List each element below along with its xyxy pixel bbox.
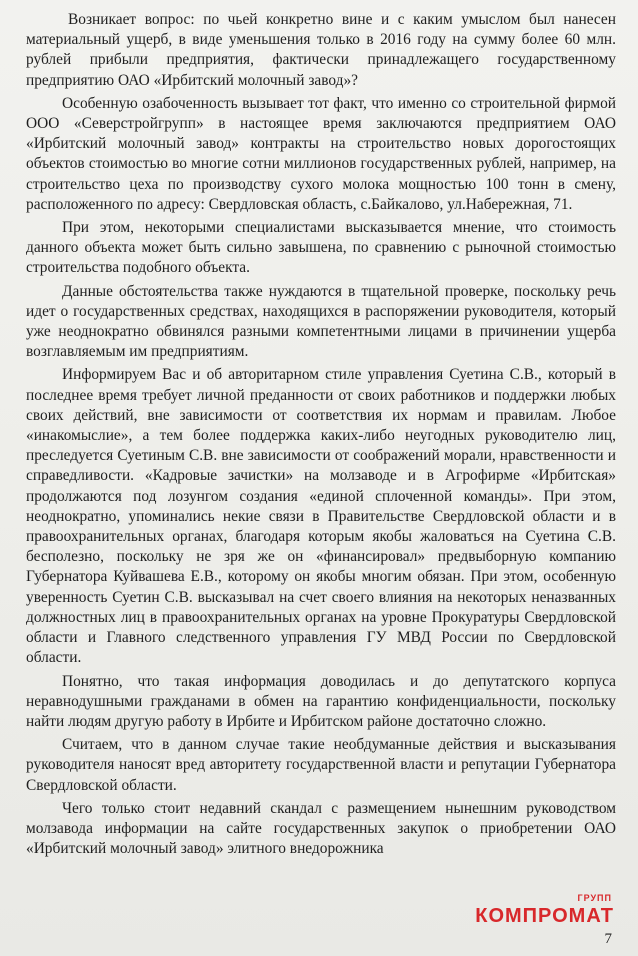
paragraph: При этом, некоторыми специалистами высказывается мнение, что стоимость данного объекта может быть сильно завышена, по сравнению с рыночной стоимостью строительства подобного объекта. xyxy=(26,219,616,277)
paragraph: Считаем, что в данном случае такие необдуманные действия и высказывания руководителя наносят вред авторитету государственной власти и репутации Губернатора Свердловской области. xyxy=(26,736,616,794)
watermark-main-text: КОМПРОМАТ xyxy=(475,905,614,927)
paragraph: Информируем Вас и об авторитарном стиле управления Суетина С.В., который в последнее время требует личной преданности от своих работников и поддержки любых своих действий, вне зависимости от соответствия их нормам и правилам. Любое «инакомыслие», а тем более поддержка каких-либо неугодных руководителю лиц, преследуется Суетиным С.В. вне зависимости от соображений морали, нравственности и справедливости. «Кадровые зачистки» на молзаводе и в Агрофирме «Ирбитская» продолжаются под лозунгом создания «единой сплоченной команды». При этом, неоднократно, упоминались некие связи в Правительстве Свердловской области и в правоохранительных органах, благодаря которым якобы жаловаться на Суетина С.В. бесполезно, поскольку не зря же он «финансировал» предвыборную компанию Губернатора Куйвашева Е.В., которому он якобы многим обязан. При этом, особенную уверенность Суетин С.В. высказывал на счет своего влияния на некоторых неназванных должностных лиц в правоохранительных органах на уровне Прокуратуры Свердловской области и Главного следственного управления ГУ МВД России по Свердловской области. xyxy=(26,366,616,667)
paragraph: Понятно, что такая информация доводилась и до депутатского корпуса неравнодушными гражданами в обмен на гарантию конфиденциальности, поскольку найти людям другую работу в Ирбите и Ирбитском районе достаточно сложно. xyxy=(26,672,616,730)
paragraph: Чего только стоит недавний скандал с размещением нынешним руководством молзавода информации на сайте государственных закупок о приобретении ОАО «Ирбитский молочный завод» элитного внедорожника xyxy=(26,799,616,858)
paragraph: Данные обстоятельства также нуждаются в тщательной проверке, поскольку речь идет о государственных средствах, находящихся в распоряжении руководителя, который уже неоднократно обвинялся разными компетентными лицами в причинении ущерба возглавляемым им предприятиям. xyxy=(26,282,616,361)
page-number: 7 xyxy=(604,931,612,947)
paragraph: Возникает вопрос: по чьей конкретно вине и с каким умыслом был нанесен материальный ущерб, в виде уменьшения только в 2016 году на сумму более 60 млн. рублей прибыли предприятия, фактически принадлежащего государственному предприятию ОАО «Ирбитский молочный завод»? xyxy=(26,11,616,89)
watermark-sup-text: ГРУПП xyxy=(577,893,612,903)
paragraph: Особенную озабоченность вызывает тот факт, что именно со строительной фирмой ООО «Северстройгрупп» в настоящее время заключаются предприятием ОАО «Ирбитский молочный завод» контракты на строительство новых дорогостоящих объектов стоимостью во многие сотни миллионов государственных рублей, например, на строительство цеха по производству сухого молока мощностью 100 тонн в смену, расположенного по адресу: Свердловская область, с.Байкалово, ул.Набережная, 71. xyxy=(26,94,616,213)
document-body xyxy=(26,10,616,862)
watermark-logo xyxy=(475,893,614,928)
